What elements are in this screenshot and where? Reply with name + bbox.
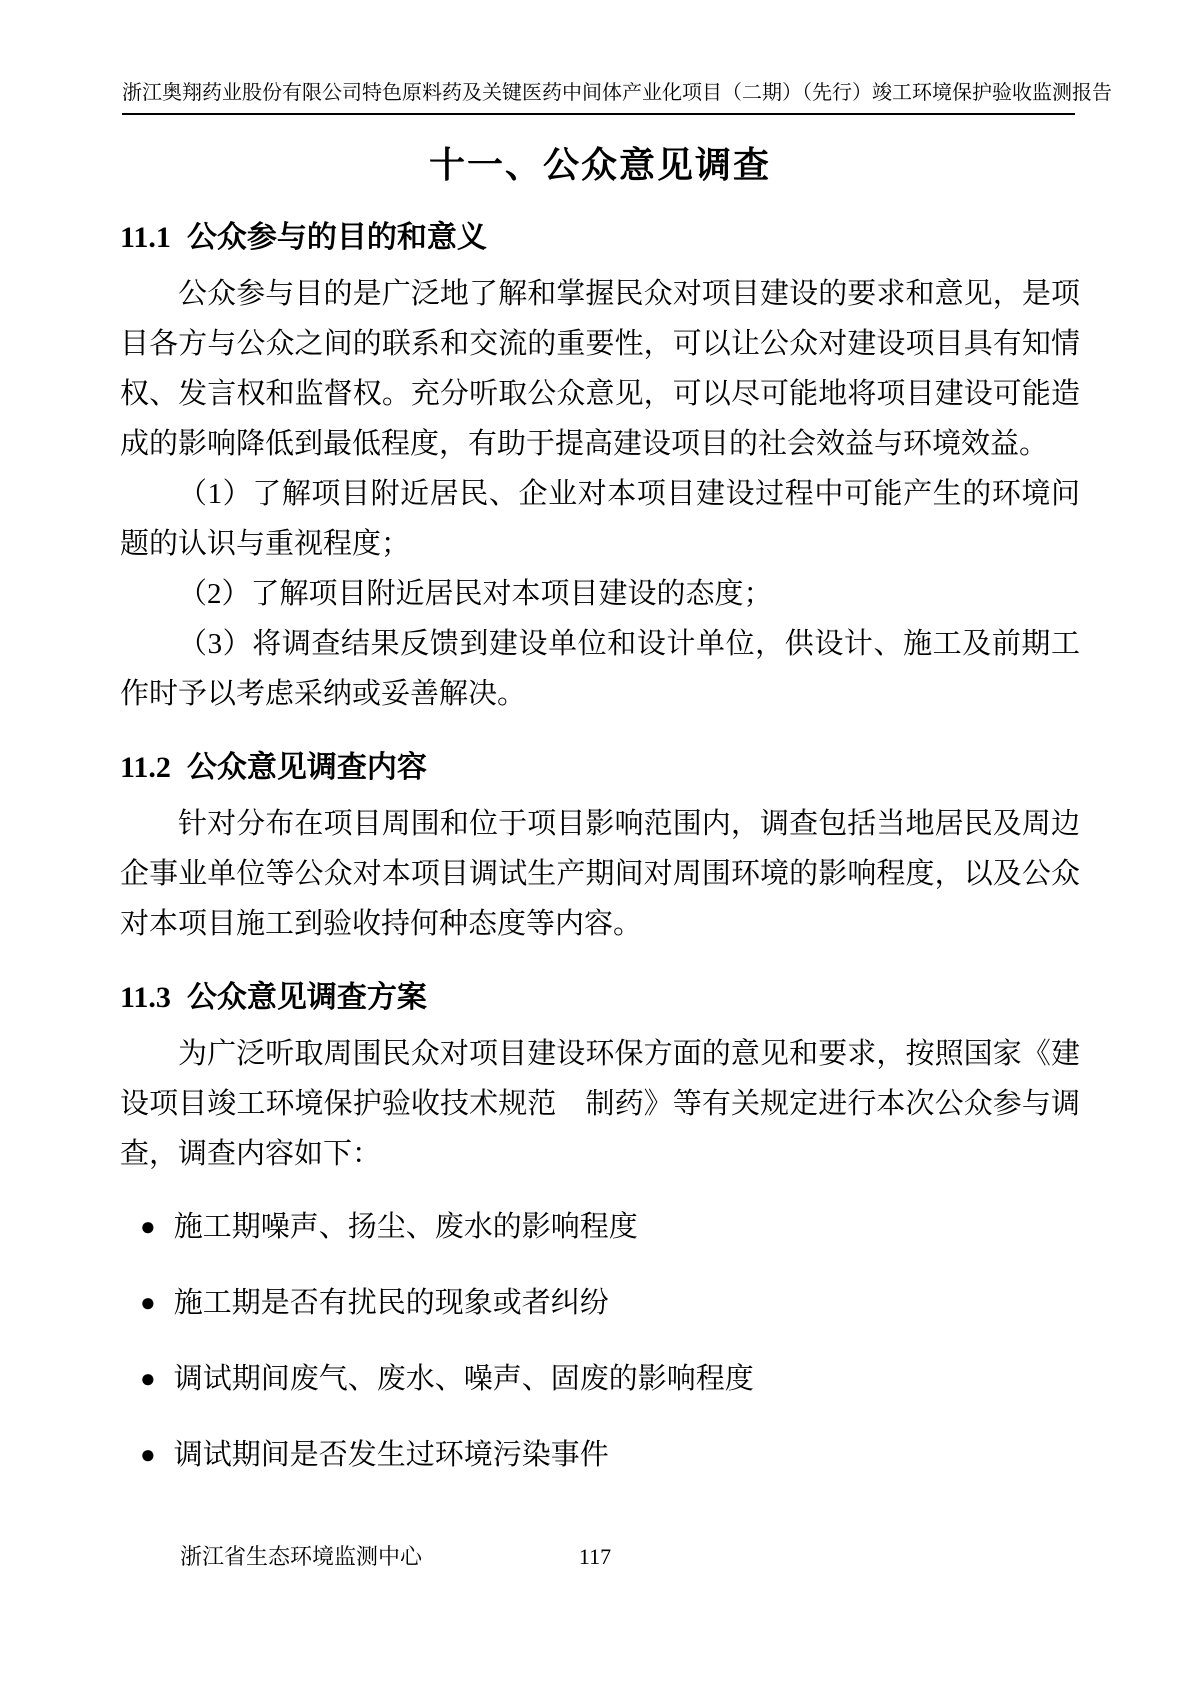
paragraph: 为广泛听取周围民众对项目建设环保方面的意见和要求，按照国家《建设项目竣工环境保护验收技术规范 制药》等有关规定进行本次公众参与调查，调查内容如下： [120,1038,1080,1170]
survey-content-list [120,1205,1080,1477]
document-content [120,217,1080,1477]
list-item [140,1357,1080,1401]
section-heading-11-1 [120,217,1080,259]
list-item [140,1281,1080,1325]
footer-organization: 浙江省生态环境监测中心 [180,1544,423,1569]
bullet-icon: ● [140,1364,156,1393]
page-header [122,0,1112,115]
section-number: 11.1 [120,221,171,254]
paragraph: （2）了解项目附近居民对本项目建设的态度； [178,578,773,610]
page-footer [0,1542,1190,1572]
section-heading-text: 公众意见调查方案 [186,981,427,1014]
section-11-2 [120,747,1080,949]
paragraph: （1）了解项目附近居民、企业对本项目建设过程中可能产生的环境问题的认识与重视程度； [120,478,1080,560]
list-item [140,1433,1080,1477]
page-number: 117 [578,1544,612,1569]
header-text: 浙江奥翔药业股份有限公司特色原料药及关键医药中间体产业化项目（二期）（先行）竣工环境保护验收监测报告 [122,82,1112,104]
list-item-text: 调试期间废气、废水、噪声、固废的影响程度 [173,1363,754,1395]
paragraph: （3）将调查结果反馈到建设单位和设计单位，供设计、施工及前期工作时予以考虑采纳或妥善解决。 [120,628,1080,710]
paragraph: 针对分布在项目周围和位于项目影响范围内，调查包括当地居民及周边企事业单位等公众对本项目调试生产期间对周围环境的影响程度，以及公众对本项目施工到验收持何种态度等内容。 [120,808,1080,940]
bullet-icon: ● [140,1288,156,1317]
section-number: 11.2 [120,751,171,784]
section-11-3 [120,977,1080,1477]
list-item-text: 施工期噪声、扬尘、废水的影响程度 [173,1211,638,1243]
bullet-icon: ● [140,1212,156,1241]
section-heading-text: 公众参与的目的和意义 [186,221,487,254]
list-item-text: 调试期间是否发生过环境污染事件 [173,1439,609,1471]
section-heading-11-3 [120,977,1080,1019]
section-heading-text: 公众意见调查内容 [186,751,427,784]
section-heading-11-2 [120,747,1080,789]
paragraph: 公众参与目的是广泛地了解和掌握民众对项目建设的要求和意见，是项目各方与公众之间的联系和交流的重要性，可以让公众对建设项目具有知情权、发言权和监督权。充分听取公众意见，可以尽可能地将项目建设可能造成的影响降低到最低程度，有助于提高建设项目的社会效益与环境效益。 [120,278,1080,460]
list-item [140,1205,1080,1249]
list-item-text: 施工期是否有扰民的现象或者纠纷 [173,1287,609,1319]
bullet-icon: ● [140,1440,156,1469]
section-11-1 [120,217,1080,719]
section-number: 11.3 [120,981,171,1014]
chapter-title: 十一、公众意见调查 [428,145,771,185]
